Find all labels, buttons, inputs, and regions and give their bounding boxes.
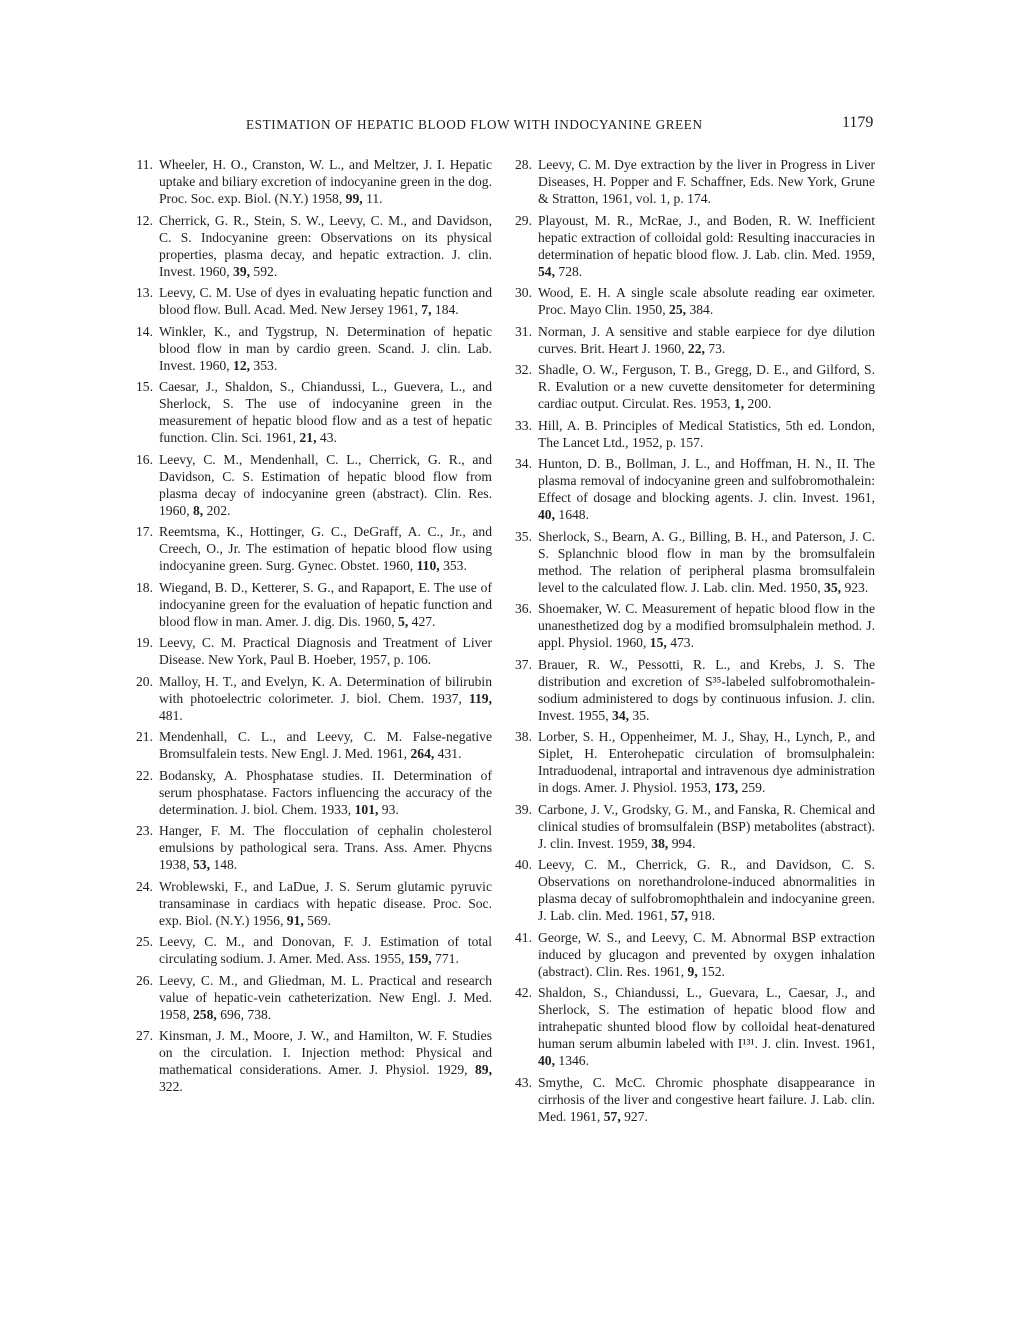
reference-pages: 200. bbox=[747, 396, 772, 411]
reference-text: Carbone, J. V., Grodsky, G. M., and Fanska, R. Chemical and clinical studies of bromsulfalein (BSP) metabolites (abstract). J. clin. Invest. 1959, bbox=[538, 801, 875, 851]
reference-text: Winkler, K., and Tygstrup, N. Determination of hepatic blood flow in man by cardio green. Scand. J. clin. Lab. Invest. 1960, bbox=[159, 323, 492, 373]
reference-pages: 696, 738. bbox=[220, 1006, 272, 1022]
reference-item bbox=[128, 972, 492, 1023]
reference-number: 11. bbox=[136, 157, 153, 172]
running-title: ESTIMATION OF HEPATIC BLOOD FLOW WITH INDOCYANINE GREEN bbox=[246, 117, 703, 132]
reference-volume: 1, bbox=[733, 396, 745, 411]
reference-text: Hanger, F. M. The flocculation of cephalin cholesterol emulsions by pathological sera. Trans. Ass. Amer. Phycns 1938, bbox=[159, 823, 492, 872]
reference-pages: 202. bbox=[206, 502, 231, 518]
reference-text: Wiegand, B. D., Ketterer, S. G., and Rapaport, E. The use of indocyanine green for the evaluation of hepatic function and blood flow in man. Amer. J. dig. Dis. 1960, bbox=[159, 579, 492, 629]
reference-number: 23. bbox=[136, 823, 153, 838]
reference-pages: 11. bbox=[366, 191, 383, 206]
reference-item bbox=[507, 656, 875, 724]
reference-text: Lorber, S. H., Oppenheimer, M. J., Shay, H., Lynch, P., and Siplet, H. Enterohepatic circulation of bromsulphalein: Intraduodenal, intraportal and intravenous dye administration in dogs. Amer. J. Physiol. 1953, bbox=[538, 729, 875, 795]
reference-volume: 21, bbox=[299, 430, 317, 445]
reference-number: 22. bbox=[136, 767, 153, 783]
reference-number: 14. bbox=[136, 323, 153, 339]
reference-list-right bbox=[507, 156, 875, 1125]
reference-pages: 918. bbox=[691, 908, 716, 923]
reference-volume: 119, bbox=[468, 690, 492, 706]
reference-volume: 40, bbox=[538, 507, 555, 522]
reference-volume: 8, bbox=[193, 502, 204, 518]
reference-text: Shadle, O. W., Ferguson, T. B., Gregg, D. E., and Gilford, S. R. Evalution or a new cuvette densitometer for determining cardiac output. Circulat. Res. 1953, bbox=[538, 362, 875, 411]
reference-number: 15. bbox=[136, 379, 153, 394]
reference-number: 20. bbox=[136, 673, 153, 689]
reference-volume: 38, bbox=[651, 835, 669, 851]
reference-pages: 353. bbox=[253, 357, 278, 373]
reference-item bbox=[128, 673, 492, 724]
reference-text: Playoust, M. R., McRae, J., and Boden, R. W. Inefficient hepatic extraction of colloidal gold: Resulting inaccuracies in determination of hepatic blood flow. J. Lab. clin. Med. 1959, bbox=[538, 212, 875, 262]
reference-number: 25. bbox=[136, 934, 153, 949]
reference-volume: 35, bbox=[824, 579, 842, 595]
reference-item bbox=[128, 878, 492, 929]
reference-volume: 53, bbox=[193, 857, 210, 872]
reference-text: Leevy, C. M., and Gliedman, M. L. Practical and research value of hepatic-vein catheterization. New Engl. J. Med. 1958, bbox=[159, 972, 492, 1022]
reference-text: Smythe, C. McC. Chromic phosphate disappearance in cirrhosis of the liver and congestive heart failure. J. Lab. clin. Med. 1961, bbox=[538, 1074, 875, 1124]
reference-volume: 57, bbox=[670, 908, 688, 923]
reference-pages: 35. bbox=[632, 707, 650, 723]
reference-item bbox=[507, 455, 875, 523]
reference-pages: 592. bbox=[253, 263, 278, 279]
reference-pages: 152. bbox=[701, 963, 725, 979]
reference-pages: 728. bbox=[558, 263, 583, 279]
reference-item bbox=[507, 856, 875, 924]
reference-text: Leevy, C. M. Use of dyes in evaluating hepatic function and blood flow. Bull. Acad. Med. New Jersey 1961, bbox=[159, 285, 492, 317]
reference-text: Shoemaker, W. C. Measurement of hepatic blood flow in the unanesthetized dog by a modified bromsulphalein method. J. appl. Physiol. 1960, bbox=[538, 601, 875, 650]
reference-text: Malloy, H. T., and Evelyn, K. A. Determination of bilirubin with photoelectric colorimeter. J. biol. Chem. 1937, bbox=[159, 673, 492, 706]
reference-item bbox=[128, 634, 492, 668]
reference-pages: 93. bbox=[381, 801, 399, 817]
reference-number: 21. bbox=[136, 729, 153, 744]
reference-pages: 473. bbox=[670, 635, 694, 650]
reference-volume: 15, bbox=[649, 635, 667, 650]
reference-pages: 73. bbox=[708, 340, 726, 356]
reference-item bbox=[128, 212, 492, 280]
reference-text: Bodansky, A. Phosphatase studies. II. Determination of serum phosphatase. Factors influencing the accuracy of the determination. J. biol. Chem. 1933, bbox=[159, 767, 492, 817]
reference-text: Wheeler, H. O., Cranston, W. L., and Meltzer, J. I. Hepatic uptake and biliary excretion of indocyanine green in the dog. Proc. Soc. exp. Biol. (N.Y.) 1958, bbox=[159, 157, 492, 206]
reference-item bbox=[507, 728, 875, 796]
reference-volume: 39, bbox=[233, 263, 251, 279]
reference-volume: 110, bbox=[416, 558, 440, 573]
reference-number: 18. bbox=[136, 579, 153, 595]
reference-pages: 384. bbox=[689, 302, 714, 317]
reference-pages: 431. bbox=[437, 746, 462, 761]
reference-number: 38. bbox=[515, 729, 532, 744]
reference-text: George, W. S., and Leevy, C. M. Abnormal BSP extraction induced by glucagon and prevented by oxygen inhalation (abstract). Clin. Res. 1961, bbox=[538, 929, 875, 979]
reference-text: Leevy, C. M. Dye extraction by the liver in Progress in Liver Diseases, H. Popper and F. Schaffner, Eds. New York, Grune & Stratton, 1961, vol. 1, p. 174. bbox=[538, 157, 875, 206]
reference-volume: 99, bbox=[345, 191, 363, 206]
reference-number: 36. bbox=[515, 601, 532, 616]
reference-text: Sherlock, S., Bearn, A. G., Billing, B. H., and Paterson, J. C. S. Splanchnic blood flow in man by the bromsulfalein method. The relation of peripheral plasma bromsulfalein level to the calculated flow. J. Lab. clin. Med. 1950, bbox=[538, 528, 875, 595]
reference-text: Leevy, C. M., Mendenhall, C. L., Cherrick, G. R., and Davidson, C. S. Estimation of hepatic blood flow from plasma decay of indocyanine green (abstract). Clin. Res. 1960, bbox=[159, 451, 492, 518]
reference-item bbox=[507, 600, 875, 651]
reference-pages: 569. bbox=[307, 912, 331, 928]
reference-number: 33. bbox=[515, 417, 532, 433]
reference-text: Wood, E. H. A single scale absolute reading ear oximeter. Proc. Mayo Clin. 1950, bbox=[538, 285, 875, 317]
reference-volume: 40, bbox=[538, 1053, 555, 1068]
reference-text: Kinsman, J. M., Moore, J. W., and Hamilton, W. F. Studies on the circulation. I. Injection method: Physical and mathematical considerations. Amer. J. Physiol. 1929, bbox=[159, 1028, 492, 1077]
reference-number: 29. bbox=[515, 212, 532, 228]
reference-pages: 259. bbox=[741, 780, 766, 795]
reference-item bbox=[507, 417, 875, 451]
reference-number: 31. bbox=[515, 323, 532, 339]
reference-volume: 159, bbox=[407, 951, 432, 966]
reference-text: Leevy, C. M. Practical Diagnosis and Treatment of Liver Disease. New York, Paul B. Hoeber, 1957, p. 106. bbox=[159, 635, 492, 667]
reference-volume: 91, bbox=[286, 912, 304, 928]
reference-number: 27. bbox=[136, 1028, 153, 1043]
reference-item bbox=[128, 767, 492, 818]
reference-text: Brauer, R. W., Pessotti, R. L., and Krebs, J. S. The distribution and excretion of S³⁵-labeled sulfobromothalein-sodium administered to dogs by continuous infusion. J. clin. Invest. 1955, bbox=[538, 656, 875, 723]
reference-text: Hunton, D. B., Bollman, J. L., and Hoffman, H. N., II. The plasma removal of indocyanine green and sulfobromothalein: Effect of dosage and blocking agents. J. clin. Invest. 1961, bbox=[538, 456, 875, 505]
reference-volume: 264, bbox=[410, 746, 435, 761]
reference-text: Cherrick, G. R., Stein, S. W., Leevy, C. M., and Davidson, C. S. Indocyanine green: Observations on its physical properties, plasma decay, and hepatic extraction. J. clin. Invest. 1960, bbox=[159, 212, 492, 279]
reference-pages: 322. bbox=[159, 1079, 183, 1094]
reference-number: 37. bbox=[515, 656, 532, 672]
reference-item bbox=[128, 579, 492, 630]
reference-text: Caesar, J., Shaldon, S., Chiandussi, L., Guevera, L., and Sherlock, S. The use of indocyanine green in the measurement of hepatic blood flow and as a test of hepatic function. Clin. Sci. 1961, bbox=[159, 379, 492, 445]
reference-volume: 89, bbox=[475, 1062, 492, 1077]
reference-pages: 923. bbox=[844, 579, 869, 595]
reference-item bbox=[128, 523, 492, 574]
reference-number: 32. bbox=[515, 362, 532, 377]
reference-item bbox=[507, 801, 875, 852]
reference-number: 41. bbox=[515, 929, 532, 945]
reference-number: 13. bbox=[136, 285, 153, 300]
reference-pages: 353. bbox=[443, 558, 467, 573]
reference-number: 12. bbox=[136, 212, 153, 228]
reference-pages: 427. bbox=[411, 613, 436, 629]
reference-item bbox=[128, 378, 492, 446]
reference-pages: 1346. bbox=[558, 1053, 589, 1068]
reference-number: 26. bbox=[136, 972, 153, 988]
references-right-column bbox=[507, 156, 875, 1129]
reference-item bbox=[128, 933, 492, 967]
reference-number: 19. bbox=[136, 635, 153, 650]
reference-item bbox=[128, 822, 492, 873]
reference-number: 42. bbox=[515, 985, 532, 1000]
reference-number: 17. bbox=[136, 524, 153, 539]
reference-volume: 173, bbox=[714, 780, 739, 795]
reference-text: Shaldon, S., Chiandussi, L., Guevara, L., Caesar, J., and Sherlock, S. The estimation of hepatic blood flow and intrahepatic shunted blood flow by colloidal heat-denatured human serum albumin labeled with I¹³¹. J. clin. Invest. 1961, bbox=[538, 985, 875, 1051]
reference-item bbox=[128, 284, 492, 318]
references-left-column bbox=[128, 156, 492, 1100]
reference-volume: 5, bbox=[398, 613, 409, 629]
reference-text: Hill, A. B. Principles of Medical Statistics, 5th ed. London, The Lancet Ltd., 1952, p. 157. bbox=[538, 417, 875, 450]
reference-item bbox=[507, 212, 875, 280]
reference-text: Reemtsma, K., Hottinger, G. C., DeGraff, A. C., Jr., and Creech, O., Jr. The estimation of hepatic blood flow using indocyanine green. Surg. Gynec. Obstet. 1960, bbox=[159, 524, 492, 573]
reference-number: 30. bbox=[515, 285, 532, 300]
reference-item bbox=[507, 1074, 875, 1125]
reference-volume: 57, bbox=[603, 1108, 621, 1124]
reference-number: 43. bbox=[515, 1074, 532, 1090]
reference-volume: 101, bbox=[354, 801, 379, 817]
reference-volume: 22, bbox=[687, 340, 705, 356]
reference-volume: 54, bbox=[538, 263, 555, 279]
reference-pages: 481. bbox=[159, 707, 183, 723]
reference-number: 16. bbox=[136, 451, 153, 467]
reference-item bbox=[128, 156, 492, 207]
reference-volume: 34, bbox=[612, 707, 630, 723]
reference-volume: 9, bbox=[687, 963, 698, 979]
reference-item bbox=[128, 1027, 492, 1095]
reference-pages: 771. bbox=[435, 951, 459, 966]
reference-pages: 148. bbox=[213, 857, 238, 872]
reference-volume: 258, bbox=[193, 1006, 217, 1022]
reference-volume: 7, bbox=[421, 302, 432, 317]
reference-text: Leevy, C. M., and Donovan, F. J. Estimation of total circulating sodium. J. Amer. Med. Ass. 1955, bbox=[159, 934, 492, 966]
reference-item bbox=[507, 361, 875, 412]
page-number: 1179 bbox=[842, 114, 874, 131]
reference-item bbox=[128, 451, 492, 519]
reference-pages: 184. bbox=[434, 302, 459, 317]
reference-item bbox=[128, 323, 492, 374]
reference-text: Leevy, C. M., Cherrick, G. R., and Davidson, C. S. Observations on norethandrolone-induced abnormalities in plasma decay of sulfobromophthalein and indocyanine green. J. Lab. clin. Med. 1961, bbox=[538, 857, 875, 923]
reference-pages: 1648. bbox=[558, 507, 589, 522]
reference-text: Norman, J. A sensitive and stable earpiece for dye dilution curves. Brit. Heart J. 1960, bbox=[538, 323, 875, 356]
reference-item bbox=[128, 728, 492, 762]
reference-number: 34. bbox=[515, 456, 532, 471]
reference-item bbox=[507, 984, 875, 1069]
reference-item bbox=[507, 156, 875, 207]
reference-pages: 43. bbox=[319, 430, 337, 445]
reference-list-left bbox=[128, 156, 492, 1095]
reference-number: 24. bbox=[136, 878, 153, 894]
reference-item bbox=[507, 323, 875, 357]
reference-volume: 12, bbox=[233, 357, 251, 373]
reference-number: 39. bbox=[515, 801, 532, 817]
reference-text: Mendenhall, C. L., and Leevy, C. M. False-negative Bromsulfalein tests. New Engl. J. Med. 1961, bbox=[159, 729, 492, 761]
reference-volume: 25, bbox=[669, 302, 687, 317]
reference-text: Wroblewski, F., and LaDue, J. S. Serum glutamic pyruvic transaminase in cardiacs with hepatic disease. Proc. Soc. exp. Biol. (N.Y.) 1956, bbox=[159, 878, 492, 928]
reference-item bbox=[507, 528, 875, 596]
reference-pages: 927. bbox=[624, 1108, 648, 1124]
reference-number: 40. bbox=[515, 857, 532, 872]
reference-number: 35. bbox=[515, 528, 532, 544]
reference-number: 28. bbox=[515, 157, 532, 172]
reference-item bbox=[507, 284, 875, 318]
reference-pages: 994. bbox=[671, 835, 696, 851]
reference-item bbox=[507, 929, 875, 980]
